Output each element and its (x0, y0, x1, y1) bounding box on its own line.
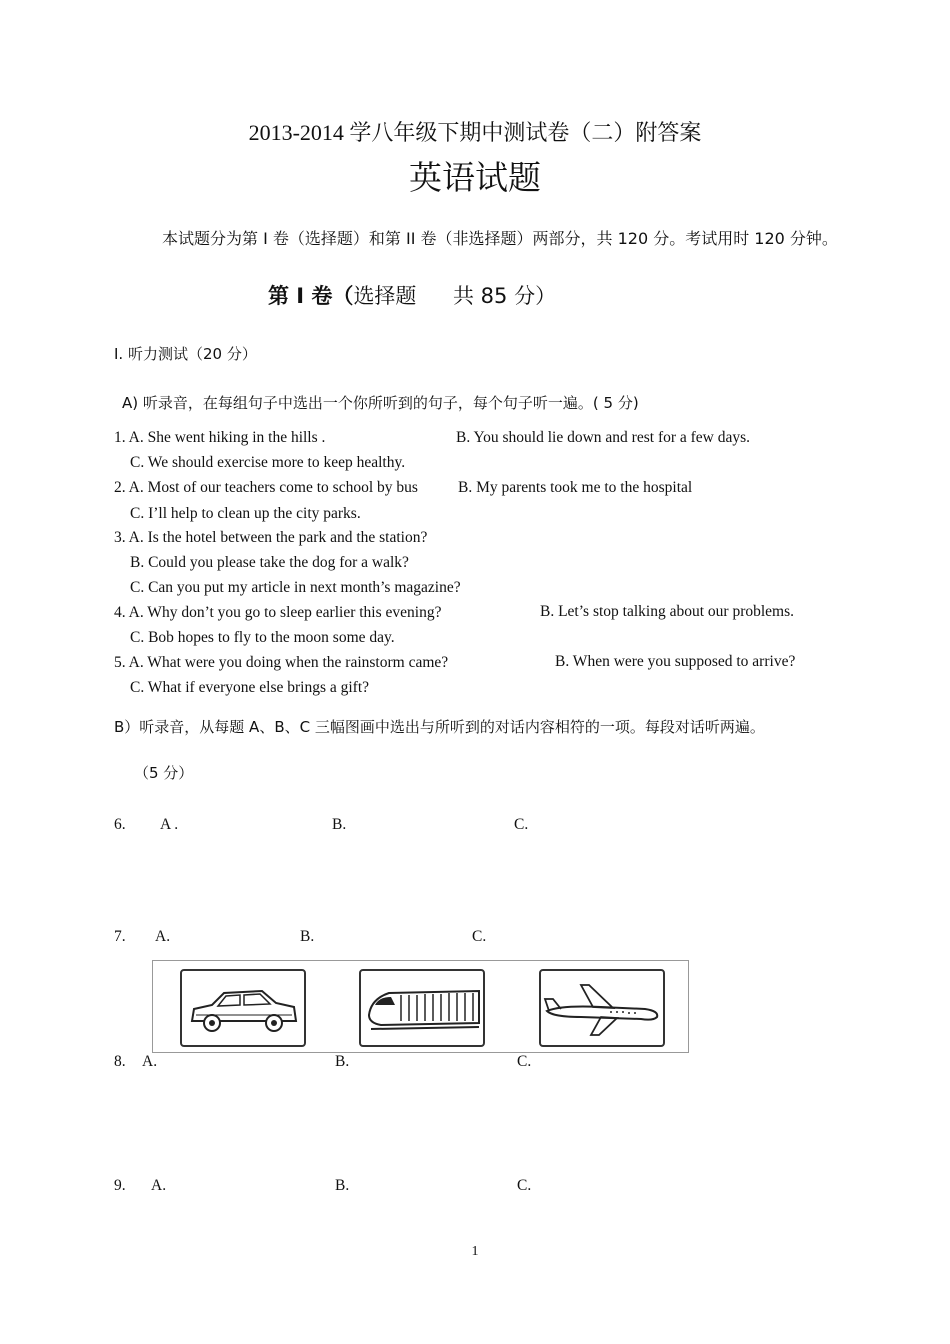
picture-question-8-b: B. (335, 1053, 350, 1070)
picture-question-8-a: A. (142, 1053, 158, 1070)
section1-subB: B）听录音，从每题 A、B、C 三幅图画中选出与所听到的对话内容相符的一项。每段对话听两遍。 (114, 718, 765, 736)
picture-question-6-b: B. (332, 816, 347, 833)
question-1-b: B. You should lie down and rest for a few days. (456, 429, 751, 446)
part1-title-score: 共 85 分） (453, 284, 557, 308)
question-2-a: 2. A. Most of our teachers come to school by bus (114, 479, 418, 496)
question-5-b: B. When were you supposed to arrive? (555, 653, 796, 670)
section1-subB-score: （5 分） (134, 764, 194, 782)
picture-question-8-c: C. (517, 1053, 532, 1070)
question-4-c: C. Bob hopes to fly to the moon some day. (130, 629, 395, 646)
picture-question-8-number: 8. (114, 1053, 126, 1070)
question-3-a: 3. A. Is the hotel between the park and the station? (114, 529, 428, 546)
question-5-a: 5. A. What were you doing when the rainstorm came? (114, 654, 449, 671)
subject-title: 英语试题 (409, 158, 541, 197)
part1-title-bold: 第 I 卷（ (268, 284, 354, 308)
exam-intro: 本试题分为第 I 卷（选择题）和第 II 卷（非选择题）两部分，共 120 分。考试用时 120 分钟。 (162, 229, 838, 248)
picture-question-7-number: 7. (114, 928, 126, 945)
question-1-a: 1. A. She went hiking in the hills . (114, 429, 326, 446)
question-4-b: B. Let’s stop talking about our problems. (540, 603, 795, 620)
section1-subA: A) 听录音，在每组句子中选出一个你所听到的句子，每个句子听一遍。( 5 分) (122, 394, 639, 412)
car-icon (180, 969, 306, 1047)
part1-heading (268, 280, 556, 310)
picture-question-6-number: 6. (114, 816, 126, 833)
picture-question-9-a: A. (151, 1177, 167, 1194)
part1-title-mid: 选择题 (353, 284, 417, 308)
question-2-c: C. I’ll help to clean up the city parks. (130, 505, 361, 522)
picture-question-6-c: C. (514, 816, 529, 833)
picture-question-9-b: B. (335, 1177, 350, 1194)
question-4-a: 4. A. Why don’t you go to sleep earlier this evening? (114, 604, 442, 621)
airplane-icon (539, 969, 665, 1047)
question-3-c: C. Can you put my article in next month’s magazine? (130, 579, 461, 596)
question-2-b: B. My parents took me to the hospital (458, 479, 693, 496)
picture-question-6-a: A . (160, 816, 179, 833)
question-3-b: B. Could you please take the dog for a walk? (130, 554, 409, 571)
picture-question-7-a: A. (155, 928, 171, 945)
picture-question-9-number: 9. (114, 1177, 126, 1194)
picture-question-9-c: C. (517, 1177, 532, 1194)
transport-pictures-frame (152, 960, 689, 1053)
section1-heading: I. 听力测试（20 分） (114, 345, 257, 363)
page-number: 1 (471, 1244, 479, 1259)
train-icon (359, 969, 485, 1047)
picture-question-7-b: B. (300, 928, 315, 945)
exam-title: 2013-2014 学八年级下期中测试卷（二）附答案 (248, 120, 702, 145)
question-5-c: C. What if everyone else brings a gift? (130, 679, 370, 696)
picture-question-7-c: C. (472, 928, 487, 945)
question-1-c: C. We should exercise more to keep healthy. (130, 454, 406, 471)
